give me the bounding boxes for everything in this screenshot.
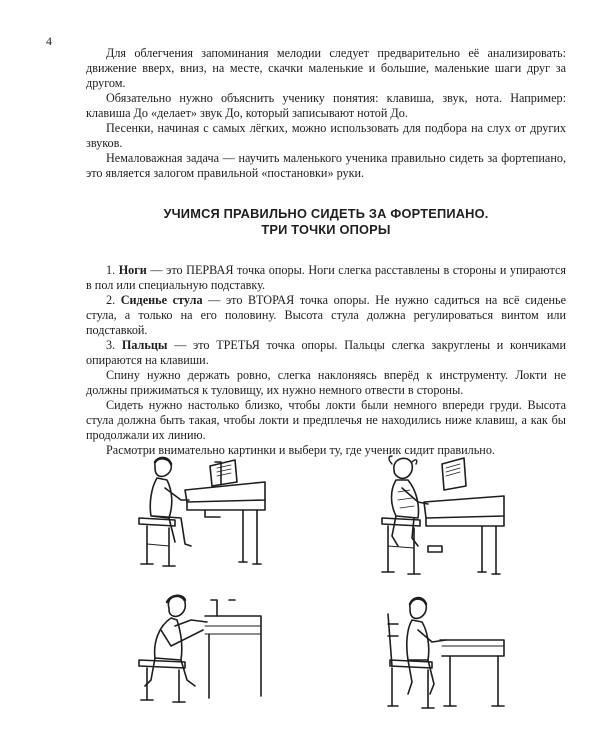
point-number: 3. <box>106 338 116 352</box>
point-text: — это ПЕРВАЯ точка опоры. Ноги слегка расставлены в стороны и упираются в пол или специальную подставку. <box>86 263 566 292</box>
point-number: 2. <box>106 293 116 307</box>
point-item <box>86 338 566 368</box>
body-paragraph: Сидеть нужно настолько близко, чтобы локти были немного впереди груди. Высота стула должна быть такая, чтобы локти и предплечья не находились ниже клавиш, а как бы продолжали их линию. <box>86 398 566 442</box>
heading-line-2: ТРИ ТОЧКИ ОПОРЫ <box>261 222 391 237</box>
section-heading <box>86 206 566 238</box>
point-text: — это ТРЕТЬЯ точка опоры. Пальцы слегка закруглены и кончиками опираются на клавиши. <box>86 338 566 367</box>
intro-paragraph: Обязательно нужно объяснить ученику понятия: клавиша, звук, нота. Например: клавиша До «делает» звук До, который записывают нотой До. <box>86 91 566 120</box>
illustration-girl-at-piano[interactable] <box>372 446 507 581</box>
body-paragraph: Расмотри внимательно картинки и выбери ту, где ученик сидит правильно. <box>106 443 495 457</box>
point-term: Ноги <box>118 263 147 277</box>
illustration-boy-on-chair[interactable] <box>378 594 508 712</box>
intro-paragraph: Немаловажная задача — научить маленького ученика правильно сидеть за фортепиано, это является залогом правильной «постановки» руки. <box>86 151 566 180</box>
illustration-boy-at-piano-1[interactable] <box>125 452 270 582</box>
point-item <box>86 293 566 338</box>
body-paragraph: Спину нужно держать ровно, слегка наклоняясь вперёд к инструменту. Локти не должны прижиматься к туловищу, их нужно немного отвести в стороны. <box>86 368 566 397</box>
intro-paragraph: Для облегчения запоминания мелодии следует предварительно её анализировать: движение вверх, вниз, на месте, скачки маленькие и большие, маленькие шаги друг за другом. <box>86 46 566 90</box>
intro-section <box>86 46 566 181</box>
page-number: 4 <box>46 34 52 48</box>
point-term: Пальцы <box>121 338 168 352</box>
illustration-boy-at-piano-2[interactable] <box>125 586 265 706</box>
point-item <box>86 263 566 293</box>
intro-paragraph: Песенки, начиная с самых лёгких, можно использовать для подбора на слух от других звуков. <box>86 121 566 150</box>
point-text: — это ВТОРАЯ точка опоры. Не нужно садиться на всё сиденье стула, а только на его половину. Высота стула должна регулироваться винтом или подставкой. <box>86 293 566 337</box>
body-section <box>86 263 566 458</box>
point-term: Сиденье стула <box>120 293 203 307</box>
heading-line-1: УЧИМСЯ ПРАВИЛЬНО СИДЕТЬ ЗА ФОРТЕПИАНО. <box>163 206 489 221</box>
point-number: 1. <box>106 263 116 277</box>
